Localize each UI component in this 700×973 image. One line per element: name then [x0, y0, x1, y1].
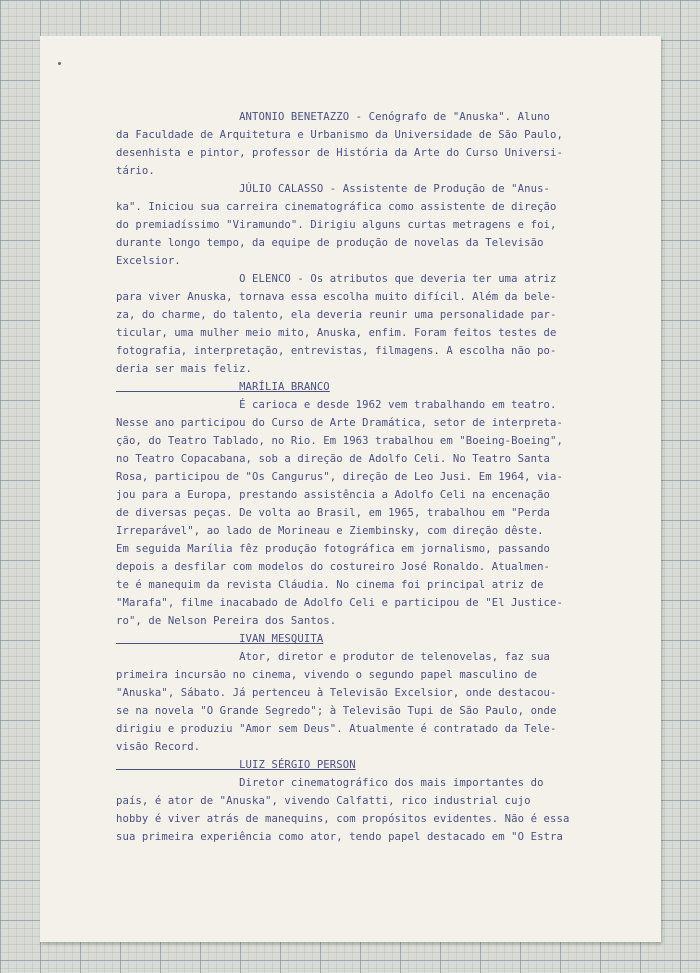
- text-line: fotografia, interpretação, entrevistas, filmagens. A escolha não po-: [116, 345, 557, 357]
- text-line: da Faculdade de Arquitetura e Urbanismo da Universidade de São Paulo,: [116, 129, 563, 141]
- section-heading: LUIZ SÉRGIO PERSON: [116, 759, 356, 771]
- text-line: Em seguida Marília fêz produção fotográfica em jornalismo, passando: [116, 543, 551, 555]
- text-line: durante longo tempo, da equipe de produção de novelas da Televisão: [116, 237, 544, 249]
- text-line: sua primeira experiência como ator, tendo papel destacado em "O Estra: [116, 831, 563, 843]
- text-line: za, do charme, do talento, ela deveria reunir uma personalidade par-: [116, 309, 557, 321]
- text-line: tário.: [116, 165, 155, 177]
- text-line: Diretor cinematográfico dos mais importantes do: [116, 777, 544, 789]
- text-line: JÚLIO CALASSO - Assistente de Produção de "Anus-: [116, 183, 551, 195]
- text-line: desenhista e pintor, professor de História da Arte do Curso Universi-: [116, 147, 563, 159]
- text-line: Irreparável", ao lado de Morineau e Ziembinsky, com direção dêste.: [116, 525, 544, 537]
- text-line: país, é ator de "Anuska", vivendo Calfatti, rico industrial cujo: [116, 795, 531, 807]
- text-line: hobby é viver atrás de manequins, com propósitos evidentes. Não é essa: [116, 813, 570, 825]
- text-line: ticular, uma mulher meio mito, Anuska, enfim. Foram feitos testes de: [116, 327, 557, 339]
- text-line: "Marafa", filme inacabado de Adolfo Celi e participou de "El Justice-: [116, 597, 563, 609]
- text-line: de diversas peças. De volta ao Brasil, em 1965, trabalhou em "Perda: [116, 507, 551, 519]
- text-line: no Teatro Copacabana, sob a direção de Adolfo Celi. No Teatro Santa: [116, 453, 551, 465]
- text-line: para viver Anuska, tornava essa escolha muito difícil. Além da bele-: [116, 291, 557, 303]
- text-line: te é manequim da revista Cláudia. No cinema foi principal atriz de: [116, 579, 544, 591]
- text-line: Excelsior.: [116, 255, 181, 267]
- section-heading: MARÍLIA BRANCO: [116, 381, 330, 393]
- text-line: do premiadíssimo "Viramundo". Dirigiu alguns curtas metragens e foi,: [116, 219, 557, 231]
- text-line: jou para a Europa, prestando assistência a Adolfo Celi na encenação: [116, 489, 551, 501]
- text-line: Rosa, participou de "Os Cangurus", direção de Leo Jusi. Em 1964, via-: [116, 471, 563, 483]
- text-line: ANTONIO BENETAZZO - Cenógrafo de "Anuska". Aluno: [116, 111, 551, 123]
- text-line: primeira incursão no cinema, vivendo o segundo papel masculino de: [116, 669, 538, 681]
- text-line: Nesse ano participou do Curso de Arte Dramática, setor de interpreta-: [116, 417, 563, 429]
- text-line: depois a desfilar com modelos do costureiro José Ronaldo. Atualmen-: [116, 561, 551, 573]
- text-line: ro", de Nelson Pereira dos Santos.: [116, 615, 337, 627]
- text-line: deria ser mais feliz.: [116, 363, 253, 375]
- text-line: O ELENCO - Os atributos que deveria ter uma atriz: [116, 273, 557, 285]
- text-line: dirigiu e produziu "Amor sem Deus". Atualmente é contratado da Tele-: [116, 723, 557, 735]
- typewritten-text: [116, 108, 636, 846]
- section-heading: IVAN MESQUITA: [116, 633, 324, 645]
- ink-dot: [58, 62, 61, 65]
- text-line: ka". Iniciou sua carreira cinematográfica como assistente de direção: [116, 201, 557, 213]
- text-line: Ator, diretor e produtor de telenovelas, faz sua: [116, 651, 551, 663]
- text-line: "Anuska", Sábato. Já pertenceu à Televisão Excelsior, onde destacou-: [116, 687, 557, 699]
- text-line: ção, do Teatro Tablado, no Rio. Em 1963 trabalhou em "Boeing-Boeing",: [116, 435, 563, 447]
- text-line: se na novela "O Grande Segredo"; à Televisão Tupi de São Paulo, onde: [116, 705, 557, 717]
- text-line: É carioca e desde 1962 vem trabalhando em teatro.: [116, 399, 557, 411]
- text-line: visão Record.: [116, 741, 201, 753]
